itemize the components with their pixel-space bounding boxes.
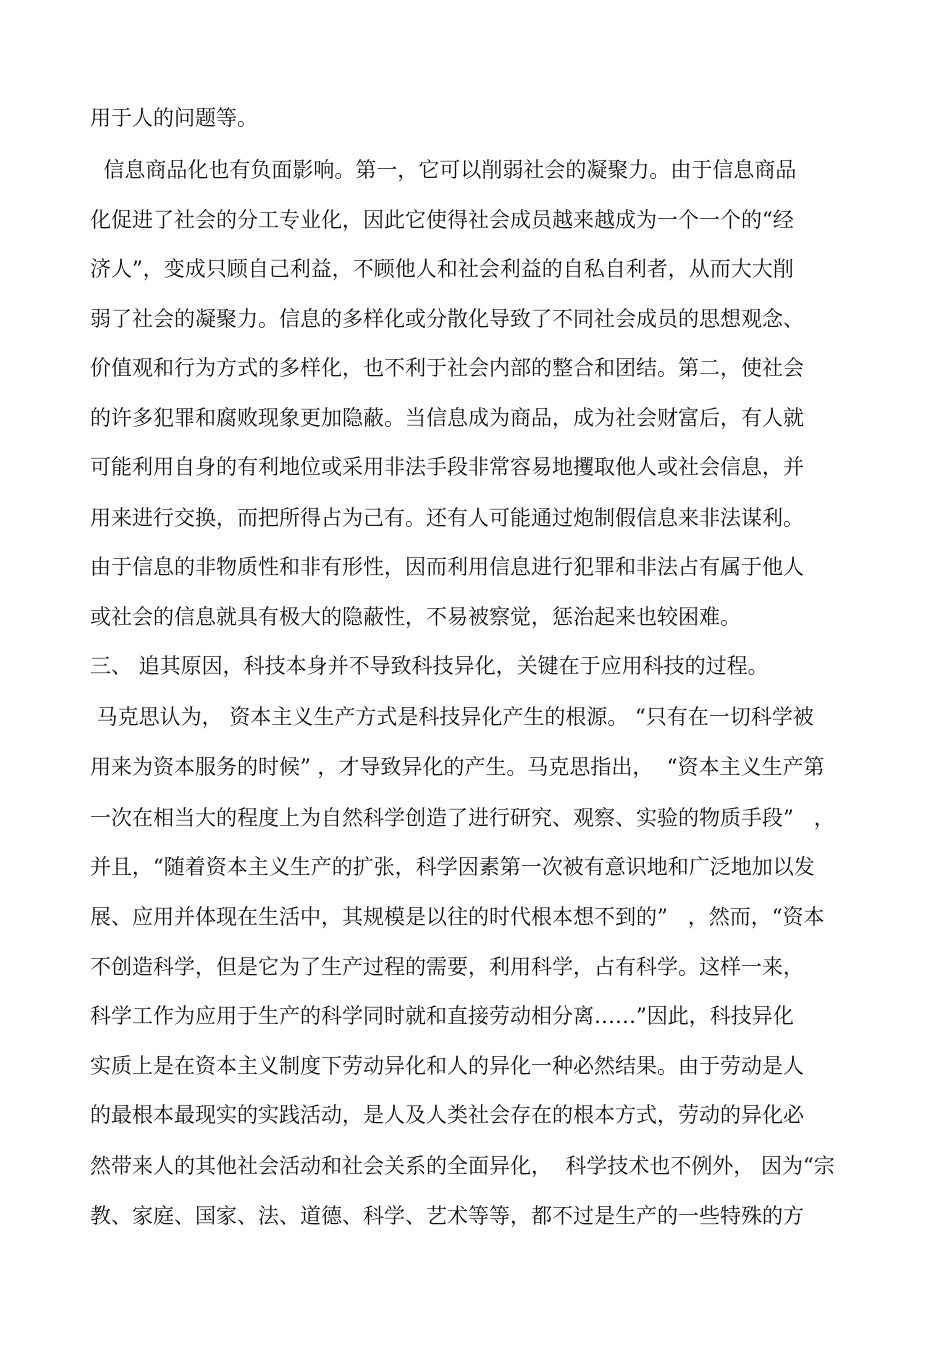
text-line: 价值观和行为方式的多样化，也不利于社会内部的整合和团结。第二，使社会 [90,356,804,380]
text-line: 用来为资本服务的时候” ，才导致异化的产生。马克思指出， “资本主义生产第 [90,755,825,779]
section-heading: 三、 追其原因，科技本身并不导致科技异化，关键在于应用科技的过程。 [90,654,769,678]
text-line: 马克思认为， 资本主义生产方式是科技异化产生的根源。 “只有在一切科学被 [90,705,814,729]
text-line: 实质上是在资本主义制度下劳动异化和人的异化一种必然结果。由于劳动是人 [90,1054,804,1078]
text-line: 的最根本最现实的实践活动，是人及人类社会存在的根本方式，劳动的异化必 [90,1103,804,1127]
text-line: 不创造科学，但是它为了生产过程的需要，利用科学，占有科学。这样一来， [90,955,804,979]
text-line: 科学工作为应用于生产的科学同时就和直接劳动相分离……”因此，科技异化 [90,1004,794,1028]
text-line: 用来进行交换，而把所得占为己有。还有人可能通过炮制假信息来非法谋利。 [90,506,804,530]
text-line: 教、家庭、国家、法、道德、科学、艺术等等，都不过是生产的一些特殊的方 [90,1204,804,1228]
text-line: 或社会的信息就具有极大的隐蔽性，不易被察觉，惩治起来也较困难。 [90,605,741,629]
text-line: 由于信息的非物质性和非有形性，因而利用信息进行犯罪和非法占有属于他人 [90,555,804,579]
text-line: 化促进了社会的分工专业化，因此它使得社会成员越来越成为一个一个的“经 [90,208,794,232]
text-line: 信息商品化也有负面影响。第一，它可以削弱社会的凝聚力。由于信息商品 [90,158,797,182]
text-line: 弱了社会的凝聚力。信息的多样化或分散化导致了不同社会成员的思想观念、 [90,307,804,331]
text-line: 并且，“随着资本主义生产的扩张，科学因素第一次被有意识地和广泛地加以发 [90,855,815,879]
text-line: 一次在相当大的程度上为自然科学创造了进行研究、观察、实验的物质手段” ， [90,806,835,830]
text-line: 的许多犯罪和腐败现象更加隐蔽。当信息成为商品，成为社会财富后，有人就 [90,406,804,430]
text-line: 用于人的问题等。 [90,106,258,130]
text-line: 展、应用并体现在生活中，其规模是以往的时代根本想不到的” ，然而，“资本 [90,905,825,929]
text-line: 济人”，变成只顾自己利益，不顾他人和社会利益的自私自利者，从而大大削 [90,257,794,281]
text-line: 可能利用自身的有利地位或采用非法手段非常容易地攫取他人或社会信息，并 [90,455,804,479]
text-line: 然带来人的其他社会活动和社会关系的全面异化， 科学技术也不例外， 因为“宗 [90,1154,835,1178]
